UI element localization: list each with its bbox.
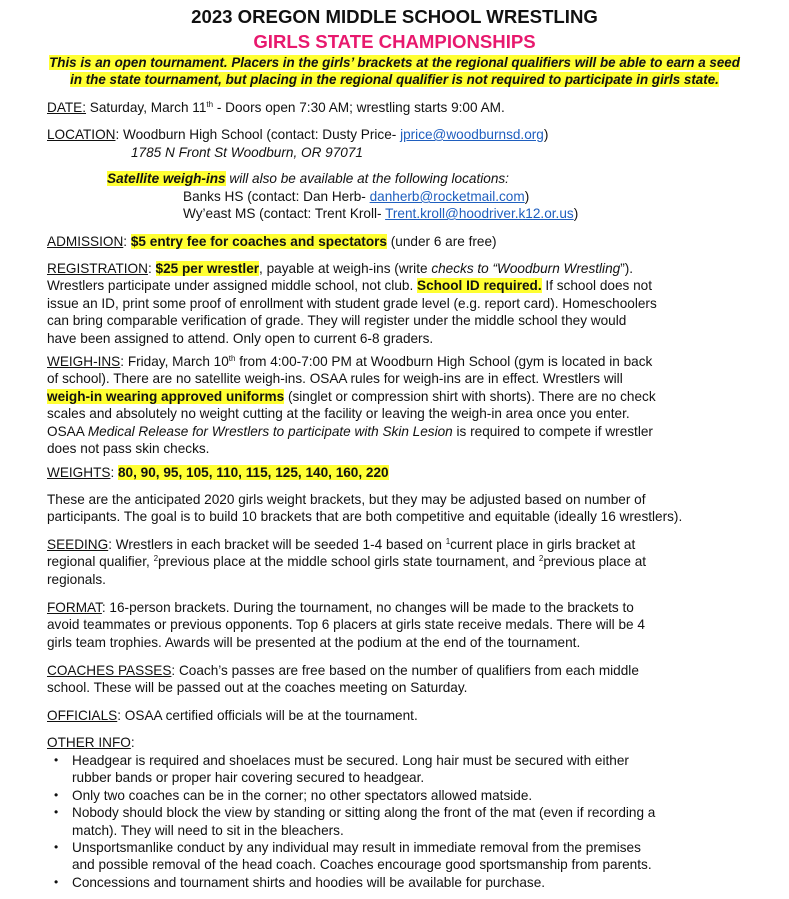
seeding-section bbox=[47, 536, 767, 588]
coaches-text: : Coach’s passes are free based on the number of qualifiers from each middle bbox=[171, 663, 639, 678]
item-line: Nobody should block the view by standing or sitting along the front of the mat (even if recording a bbox=[72, 805, 656, 821]
weighins-line-3 bbox=[47, 388, 767, 405]
list-item bbox=[47, 804, 767, 839]
location-text: : Woodburn High School (contact: Dusty Price- bbox=[115, 127, 401, 142]
admission-text: (under 6 are free) bbox=[386, 234, 497, 249]
date-sup: th bbox=[206, 100, 214, 109]
coaches-line-1 bbox=[47, 662, 767, 679]
seeding-text: : Wrestlers in each bracket will be seeded 1-4 based on bbox=[108, 537, 446, 552]
other-info-heading bbox=[47, 734, 767, 751]
intro-notice bbox=[0, 54, 789, 88]
date-section bbox=[47, 99, 767, 116]
format-line-2: avoid teammates or previous opponents. Top 6 placers at girls state receive medals. There will be 4 bbox=[47, 617, 645, 633]
item-line: match). They will need to sit in the bleachers. bbox=[72, 822, 344, 838]
weighins-line-1 bbox=[47, 353, 767, 370]
weights-note-line-1: These are the anticipated 2020 girls weight brackets, but they may be adjusted based on number of bbox=[47, 492, 646, 507]
registration-line-3: issue an ID, print some proof of enrollment with student grade level (e.g. report card). Homeschoolers bbox=[47, 295, 657, 311]
admission-fee: $5 entry fee for coaches and spectators bbox=[130, 234, 387, 249]
admission-section bbox=[47, 233, 767, 250]
coaches-passes-section bbox=[47, 662, 767, 697]
format-section bbox=[47, 599, 767, 651]
bullet-icon: • bbox=[54, 840, 59, 855]
coaches-line-2: school. These will be passed out at the coaches meeting on Saturday. bbox=[47, 680, 468, 696]
footnote-sup: 2 bbox=[538, 554, 544, 564]
site-text: Banks HS (contact: Dan Herb- bbox=[183, 189, 370, 204]
banks-email-link[interactable]: danherb@rocketmail.com bbox=[369, 189, 525, 204]
intro-line-1: This is an open tournament. Placers in the girls’ brackets at the regional qualifiers will be able to earn a seed bbox=[49, 55, 740, 70]
admission-label: ADMISSION bbox=[47, 234, 124, 249]
separator: : bbox=[147, 261, 156, 276]
format-text: : 16-person brackets. During the tournament, no changes will be made to the brackets to bbox=[101, 600, 634, 615]
date-label: DATE: bbox=[47, 100, 87, 115]
registration-text: , payable at weigh-ins (write bbox=[259, 261, 432, 276]
site-text: Wy’east MS (contact: Trent Kroll- bbox=[183, 206, 386, 221]
date-text: Saturday, March 11 bbox=[86, 100, 207, 115]
format-line-3: girls team trophies. Awards will be presented at the podium at the end of the tournament. bbox=[47, 634, 581, 650]
registration-line-4: can bring comparable verification of grade. They will register under the middle school they would bbox=[47, 313, 627, 329]
list-item bbox=[47, 839, 767, 874]
weighins-text: : Friday, March 10 bbox=[120, 354, 229, 369]
other-info-list bbox=[47, 752, 767, 891]
seeding-line-3: regionals. bbox=[47, 571, 106, 587]
registration-line-1 bbox=[47, 260, 767, 277]
satellite-site-banks bbox=[183, 188, 529, 205]
bullet-icon: • bbox=[54, 787, 59, 802]
weights-section bbox=[47, 464, 767, 481]
registration-label: REGISTRATION bbox=[47, 261, 148, 276]
item-line: and possible removal of the head coach. Coaches encourage good sportsmanship from parents. bbox=[72, 857, 652, 873]
weighins-line-2: of school). There are no satellite weigh-ins. OSAA rules for weigh-ins are in effect. Wrestlers will bbox=[47, 371, 623, 387]
uniform-requirement: weigh-in wearing approved uniforms bbox=[47, 388, 285, 404]
item-line: Unsportsmanlike conduct by any individual may result in immediate removal from the premises bbox=[72, 840, 641, 856]
site-close: ) bbox=[524, 189, 530, 204]
item-line: Concessions and tournament shirts and hoodies will be available for purchase. bbox=[72, 874, 546, 890]
weighins-line-4: scales and absolutely no weight cutting at the facility or leaving the weigh-in area once you enter. bbox=[47, 406, 630, 422]
separator: : bbox=[130, 735, 135, 750]
registration-checks: checks to “Woodburn Wrestling bbox=[431, 261, 621, 276]
item-line: Only two coaches can be in the corner; no other spectators allowed matside. bbox=[72, 787, 533, 803]
footnote-sup: 2 bbox=[153, 554, 159, 564]
weighins-sup: th bbox=[228, 354, 236, 363]
weighins-label: WEIGH-INS bbox=[47, 354, 121, 369]
weighins-text: (singlet or compression shirt with shorts). There are no check bbox=[284, 388, 656, 404]
document-title: 2023 OREGON MIDDLE SCHOOL WRESTLING bbox=[191, 6, 598, 27]
seeding-text: current place in girls bracket at bbox=[450, 537, 636, 552]
weight-classes: 80, 90, 95, 105, 110, 115, 125, 140, 160, 220 bbox=[118, 465, 389, 480]
satellite-site-wyeast bbox=[183, 205, 578, 222]
footnote-sup: 1 bbox=[445, 537, 451, 546]
location-address: 1785 N Front St Woodburn, OR 97071 bbox=[131, 145, 363, 160]
weighins-line-5 bbox=[47, 423, 767, 440]
seeding-line-2 bbox=[47, 553, 767, 570]
date-time-text: - Doors open 7:30 AM; wrestling starts 9:00 AM. bbox=[213, 100, 505, 115]
location-section bbox=[47, 126, 767, 143]
registration-text: ”). bbox=[620, 261, 634, 276]
other-info-label: OTHER INFO bbox=[47, 735, 131, 750]
registration-text: Wrestlers participate under assigned middle school, not club. bbox=[47, 278, 417, 294]
weights-label: WEIGHTS bbox=[47, 465, 111, 480]
officials-label: OFFICIALS bbox=[47, 708, 118, 723]
location-label: LOCATION bbox=[47, 127, 116, 142]
weighins-line-6: does not pass skin checks. bbox=[47, 441, 210, 457]
bullet-icon: • bbox=[54, 753, 59, 767]
seeding-line-1 bbox=[47, 536, 767, 553]
seeding-text: regional qualifier, bbox=[47, 554, 154, 570]
separator: : bbox=[110, 465, 118, 480]
wyeast-email-link[interactable]: Trent.kroll@hoodriver.k12.or.us bbox=[385, 206, 574, 221]
separator: : bbox=[123, 234, 131, 249]
officials-section bbox=[47, 707, 767, 724]
weighins-text: is required to compete if wrestler bbox=[452, 423, 653, 439]
registration-text: If school does not bbox=[541, 278, 652, 294]
weights-note bbox=[47, 491, 767, 526]
satellite-highlight: Satellite weigh-ins bbox=[107, 171, 226, 186]
weighins-section bbox=[47, 353, 767, 457]
satellite-intro bbox=[107, 170, 509, 187]
registration-section bbox=[47, 260, 767, 347]
weighins-text: from 4:00-7:00 PM at Woodburn High School (gym is located in back bbox=[235, 354, 653, 369]
officials-text: : OSAA certified officials will be at the tournament. bbox=[117, 708, 418, 723]
location-close: ) bbox=[543, 127, 549, 142]
coaches-passes-label: COACHES PASSES bbox=[47, 663, 172, 678]
seeding-label: SEEDING bbox=[47, 537, 109, 552]
weighins-text: OSAA bbox=[47, 423, 88, 439]
registration-line-5: have been assigned to attend. Only open to current 6-8 graders. bbox=[47, 330, 434, 346]
list-item bbox=[47, 787, 767, 804]
satellite-text: will also be available at the following locations: bbox=[225, 171, 509, 186]
bullet-icon: • bbox=[54, 874, 59, 889]
school-id-required: School ID required. bbox=[417, 278, 542, 294]
intro-line-2: in the state tournament, but placing in the regional qualifier is not required to participate in girls state. bbox=[70, 72, 719, 87]
format-line-1 bbox=[47, 599, 767, 616]
bullet-icon: • bbox=[54, 805, 59, 820]
registration-line-2 bbox=[47, 277, 767, 294]
medical-release: Medical Release for Wrestlers to participate with Skin Lesion bbox=[87, 423, 453, 439]
item-line: rubber bands or proper hair covering secured to headgear. bbox=[72, 770, 425, 786]
registration-fee: $25 per wrestler bbox=[155, 261, 260, 276]
location-email-link[interactable]: jprice@woodburnsd.org bbox=[400, 127, 544, 142]
site-close: ) bbox=[573, 206, 579, 221]
seeding-text: previous place at bbox=[543, 554, 647, 570]
list-item bbox=[47, 874, 767, 891]
weights-note-line-2: participants. The goal is to build 10 brackets that are both competitive and equitable (ideally 16 wrestlers). bbox=[47, 509, 683, 525]
item-line: Headgear is required and shoelaces must be secured. Long hair must be secured with either bbox=[72, 753, 629, 768]
document-subtitle: GIRLS STATE CHAMPIONSHIPS bbox=[253, 31, 536, 52]
format-label: FORMAT bbox=[47, 600, 102, 615]
list-item bbox=[47, 752, 767, 787]
seeding-text: previous place at the middle school girls state tournament, and bbox=[158, 554, 539, 570]
